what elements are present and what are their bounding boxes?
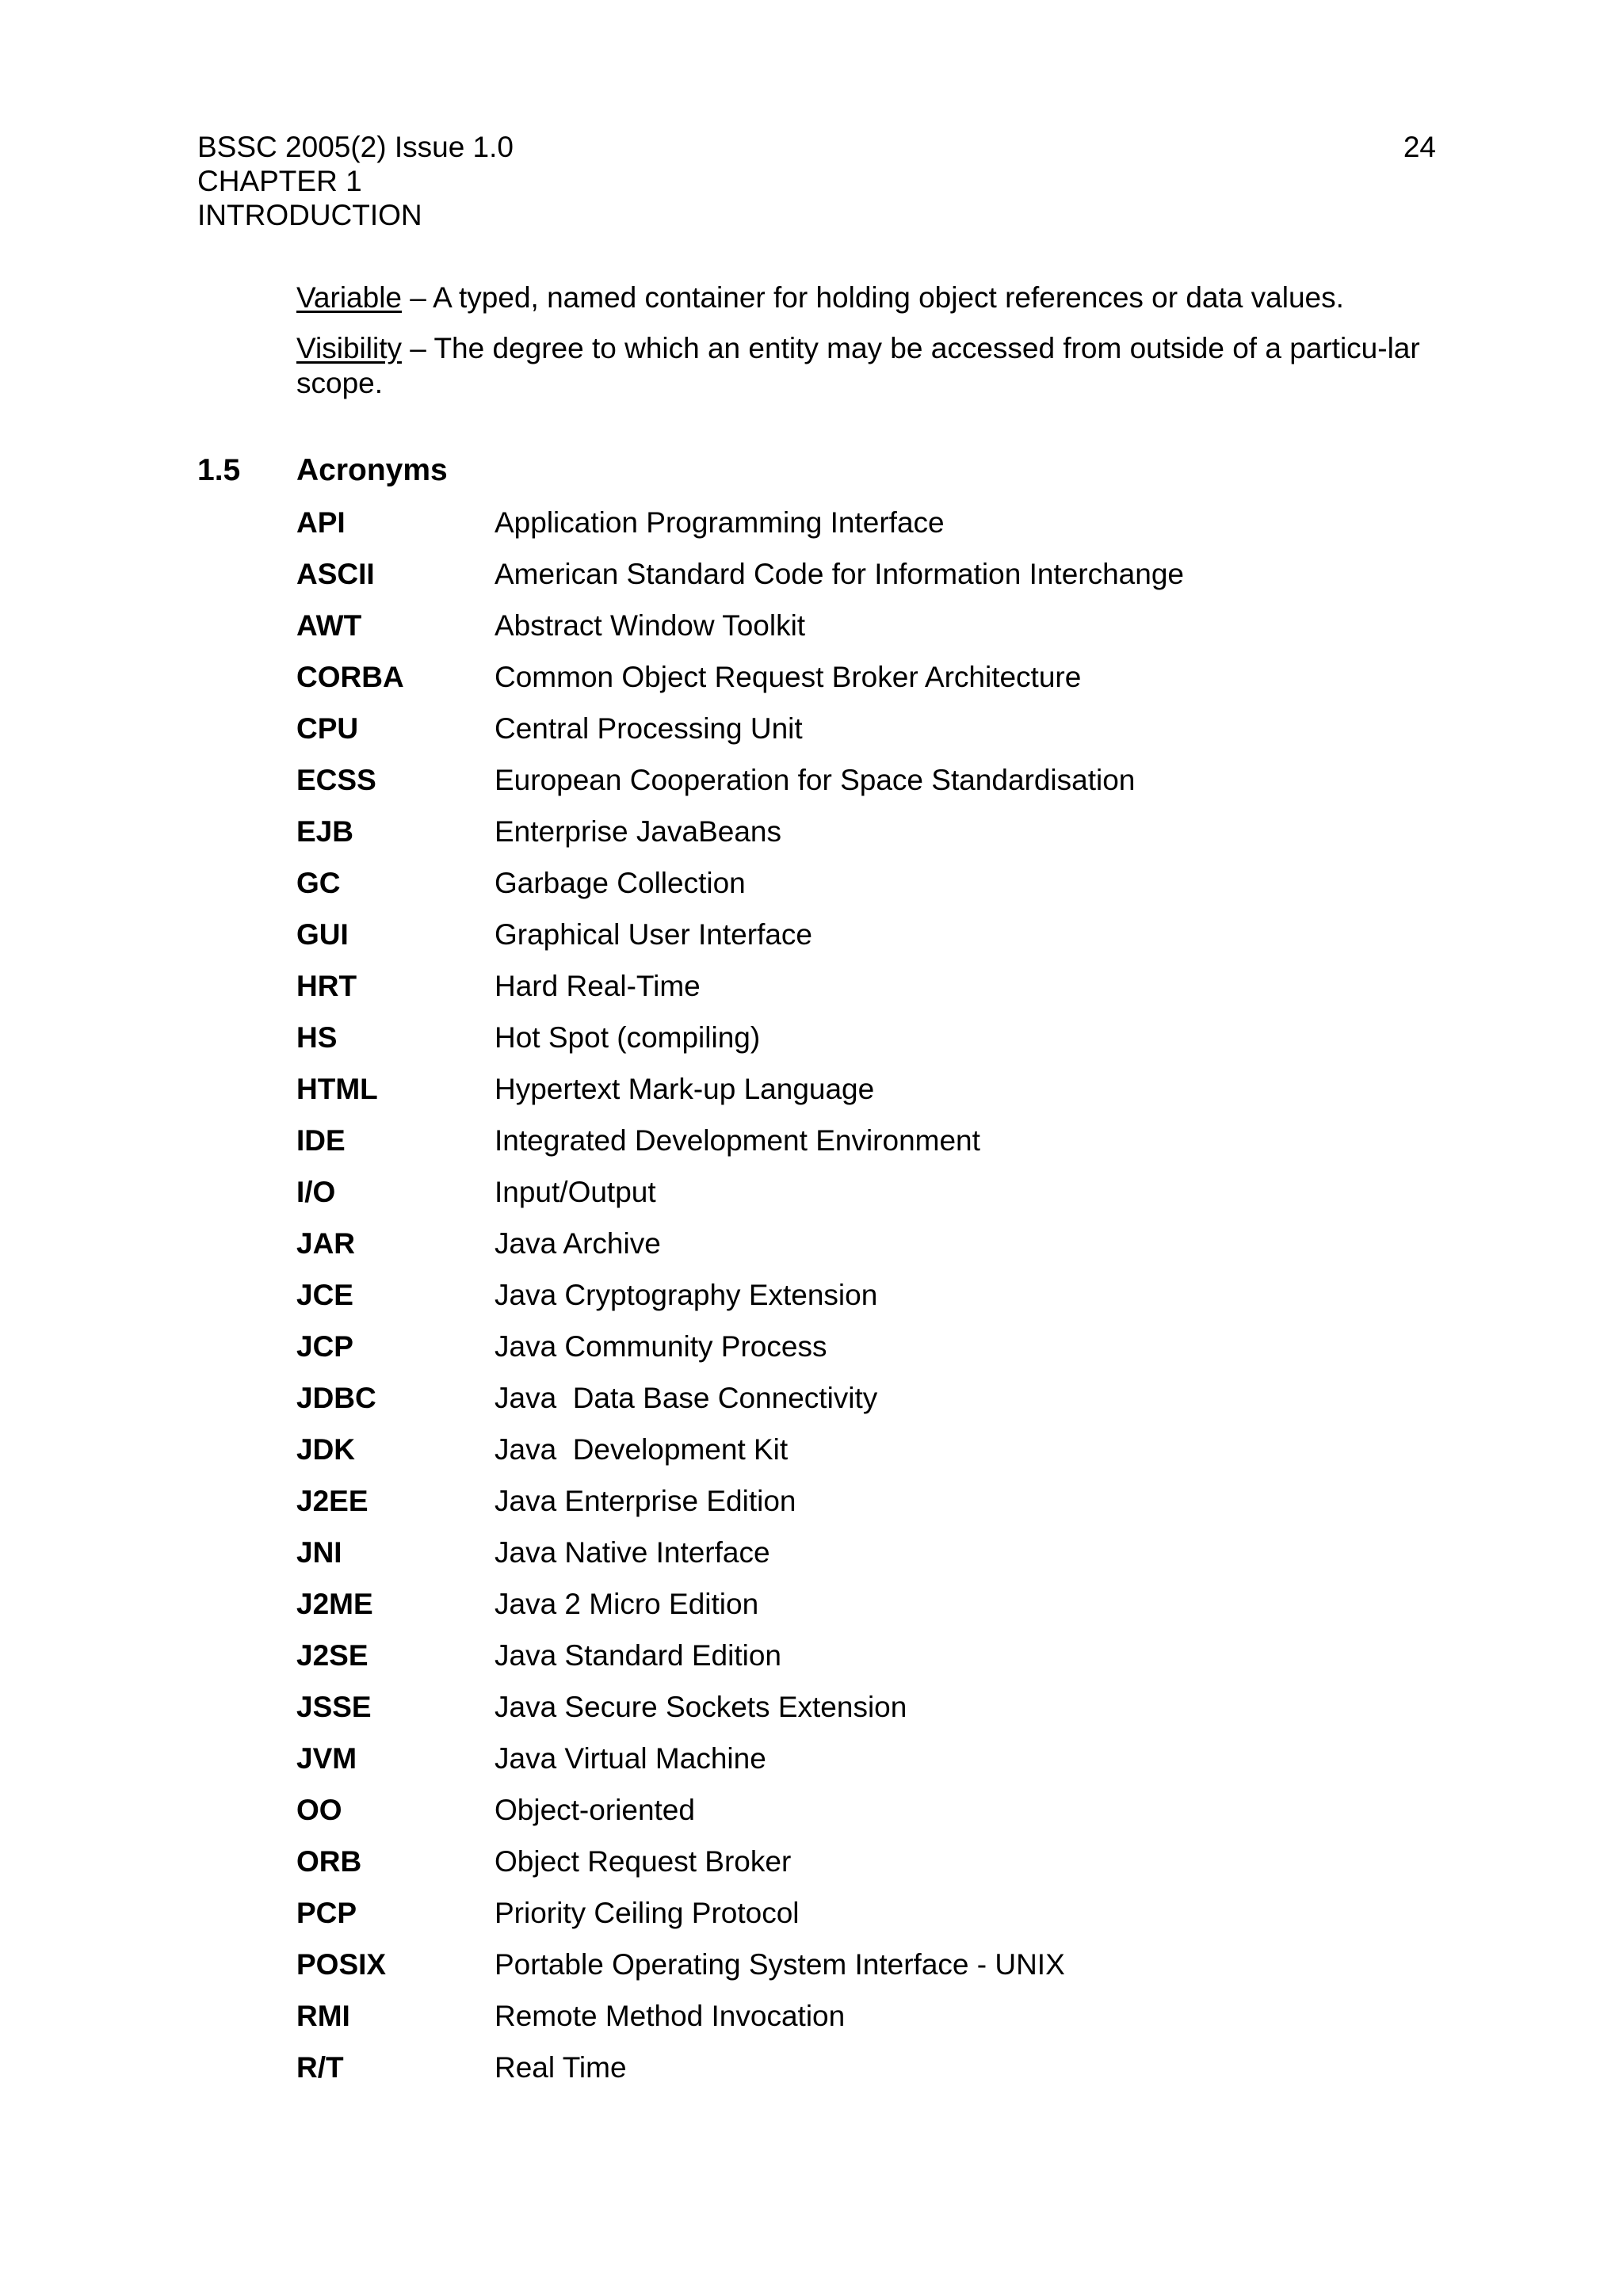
acronym-abbreviation: JNI [296, 1536, 342, 1569]
acronym-abbreviation: OO [296, 1794, 342, 1826]
acronym-expansion: Real Time [495, 2051, 627, 2084]
acronym-abbreviation: I/O [296, 1176, 336, 1208]
acronym-abbreviation: J2SE [296, 1639, 369, 1672]
acronym-expansion: Java 2 Micro Edition [495, 1588, 759, 1620]
definition-text: – A typed, named container for holding object references or data values. [402, 281, 1344, 314]
acronym-expansion: Java Virtual Machine [495, 1742, 766, 1775]
acronym-row [296, 1534, 1436, 1585]
acronym-abbreviation: ECSS [296, 764, 376, 796]
acronym-abbreviation: CPU [296, 712, 359, 745]
acronym-row [296, 1843, 1436, 1894]
acronym-row [296, 1276, 1436, 1328]
acronym-abbreviation: HS [296, 1021, 338, 1054]
acronym-row [296, 1946, 1436, 1997]
acronym-expansion: Java Development Kit [495, 1433, 789, 1466]
acronym-expansion: Java Community Process [495, 1330, 827, 1363]
acronym-expansion: Hypertext Mark-up Language [495, 1073, 875, 1105]
glossary-definitions [296, 280, 1436, 417]
acronym-expansion: Java Native Interface [495, 1536, 770, 1569]
acronym-row [296, 1328, 1436, 1379]
acronym-abbreviation: AWT [296, 609, 362, 642]
acronym-abbreviation: IDE [296, 1124, 346, 1157]
acronym-expansion: Common Object Request Broker Architecture [495, 661, 1082, 693]
acronym-expansion: Application Programming Interface [495, 506, 945, 539]
acronym-abbreviation: ASCII [296, 558, 375, 590]
definition-entry [296, 280, 1436, 315]
acronym-expansion: Java Enterprise Edition [495, 1485, 796, 1517]
acronym-row [296, 504, 1436, 555]
definition-term: Visibility [296, 332, 402, 364]
acronym-abbreviation: R/T [296, 2051, 344, 2084]
acronym-row [296, 658, 1436, 710]
chapter-title: INTRODUCTION [197, 199, 422, 231]
acronym-expansion: Garbage Collection [495, 867, 746, 899]
acronym-abbreviation: JSSE [296, 1691, 372, 1723]
acronym-row [296, 607, 1436, 658]
acronym-row [296, 1688, 1436, 1740]
acronym-abbreviation: HRT [296, 970, 357, 1002]
acronym-abbreviation: POSIX [296, 1948, 387, 1981]
acronym-abbreviation: EJB [296, 815, 353, 848]
acronym-expansion: Graphical User Interface [495, 918, 813, 951]
definition-term: Variable [296, 281, 403, 314]
acronym-expansion: Object-oriented [495, 1794, 695, 1826]
acronym-abbreviation: RMI [296, 2000, 350, 2032]
chapter-number: CHAPTER 1 [197, 165, 362, 197]
acronym-abbreviation: JVM [296, 1742, 357, 1775]
acronym-row [296, 761, 1436, 813]
acronym-abbreviation: J2EE [296, 1485, 369, 1517]
acronym-abbreviation: JAR [296, 1227, 356, 1260]
acronym-abbreviation: JCP [296, 1330, 353, 1363]
section-title: Acronyms [296, 453, 448, 487]
section-heading [197, 452, 448, 490]
acronym-row [296, 1070, 1436, 1122]
acronym-abbreviation: ORB [296, 1845, 362, 1878]
acronym-abbreviation: HTML [296, 1073, 378, 1105]
acronym-expansion: Central Processing Unit [495, 712, 803, 745]
section-number: 1.5 [197, 453, 241, 487]
acronym-row [296, 2049, 1436, 2100]
page-number: 24 [1403, 131, 1436, 163]
acronym-expansion: Java Cryptography Extension [495, 1279, 878, 1311]
acronym-abbreviation: GC [296, 867, 341, 899]
acronym-row [296, 916, 1436, 967]
acronym-expansion: Java Data Base Connectivity [495, 1382, 878, 1414]
acronym-row [296, 967, 1436, 1019]
acronym-row [296, 1379, 1436, 1431]
acronym-row [296, 1173, 1436, 1225]
acronym-expansion: Priority Ceiling Protocol [495, 1897, 800, 1929]
definition-entry [296, 331, 1436, 401]
acronym-abbreviation: JDK [296, 1433, 356, 1466]
acronym-expansion: Hard Real-Time [495, 970, 701, 1002]
page-header [197, 130, 1436, 232]
acronym-row [296, 710, 1436, 761]
acronym-expansion: Portable Operating System Interface - UNIX [495, 1948, 1065, 1981]
acronym-expansion: Hot Spot (compiling) [495, 1021, 761, 1054]
acronym-expansion: Integrated Development Environment [495, 1124, 980, 1157]
acronym-row [296, 1740, 1436, 1791]
acronym-abbreviation: J2ME [296, 1588, 373, 1620]
acronym-expansion: Input/Output [495, 1176, 656, 1208]
acronym-row [296, 813, 1436, 864]
acronym-expansion: Object Request Broker [495, 1845, 792, 1878]
acronym-row [296, 555, 1436, 607]
acronym-row [296, 864, 1436, 916]
acronym-list [296, 504, 1436, 2100]
acronym-expansion: European Cooperation for Space Standardisation [495, 764, 1136, 796]
acronym-row [296, 1225, 1436, 1276]
acronym-row [296, 1019, 1436, 1070]
acronym-row [296, 1637, 1436, 1688]
acronym-expansion: Java Standard Edition [495, 1639, 782, 1672]
acronym-expansion: American Standard Code for Information Interchange [495, 558, 1184, 590]
acronym-abbreviation: JDBC [296, 1382, 376, 1414]
acronym-row [296, 1431, 1436, 1482]
acronym-expansion: Enterprise JavaBeans [495, 815, 781, 848]
acronym-abbreviation: CORBA [296, 661, 404, 693]
acronym-row [296, 1894, 1436, 1946]
acronym-abbreviation: API [296, 506, 346, 539]
acronym-row [296, 1997, 1436, 2049]
acronym-expansion: Abstract Window Toolkit [495, 609, 806, 642]
acronym-row [296, 1585, 1436, 1637]
document-id: BSSC 2005(2) Issue 1.0 [197, 131, 514, 163]
acronym-expansion: Java Secure Sockets Extension [495, 1691, 907, 1723]
acronym-row [296, 1791, 1436, 1843]
acronym-row [296, 1122, 1436, 1173]
acronym-expansion: Java Archive [495, 1227, 661, 1260]
acronym-row [296, 1482, 1436, 1534]
acronym-abbreviation: GUI [296, 918, 349, 951]
definition-text: – The degree to which an entity may be accessed from outside of a particu-lar scope. [296, 332, 1420, 399]
acronym-abbreviation: JCE [296, 1279, 353, 1311]
acronym-expansion: Remote Method Invocation [495, 2000, 846, 2032]
acronym-abbreviation: PCP [296, 1897, 357, 1929]
